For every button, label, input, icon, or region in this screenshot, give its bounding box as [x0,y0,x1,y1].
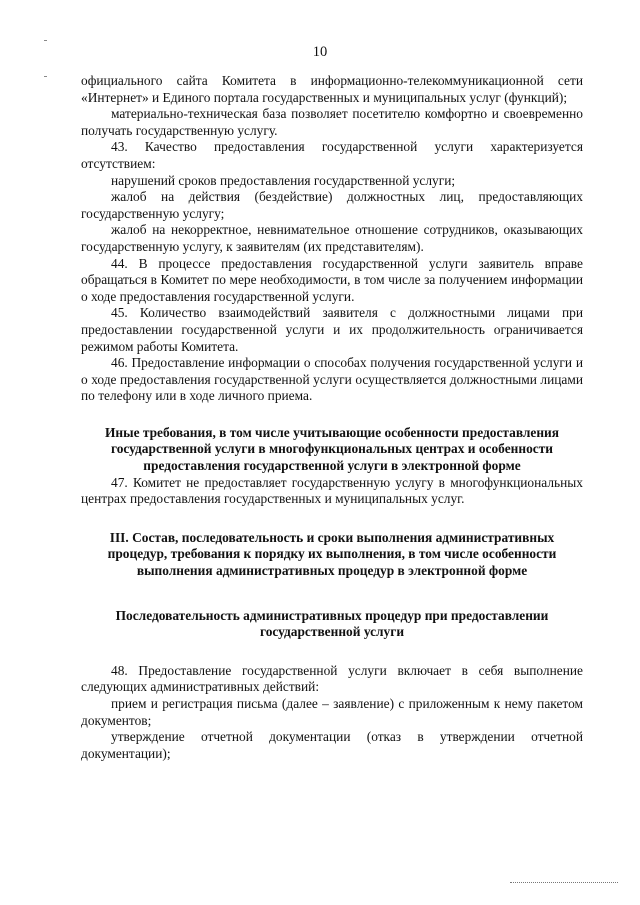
paragraph: 43. Качество предоставления государственной услуги характеризуется отсутствием: [81,139,583,171]
paragraph: нарушений сроков предоставления государственной услуги; [111,172,456,188]
subsection-heading: Последовательность административных процедур при предоставлении государственной услуги [115,607,549,640]
bottom-rule [510,882,618,883]
paragraph: 47. Комитет не предоставляет государственную услугу в многофункциональных центрах предоставления государственных и муниципальных услуг. [81,474,583,507]
paragraph: 45. Количество взаимодействий заявителя с должностными лицами при предоставлении государственной услуги и их продолжительность ограничивается режимом работы Комитета. [81,305,583,354]
spacer [81,405,583,425]
page-body [81,73,583,762]
paragraph: официального сайта Комитета в информационно-телекоммуникационной сети «Интернет» и Единого портала государственных и муниципальных услуг (функций); [81,73,583,105]
paragraph: жалоб на некорректное, невнимательное отношение сотрудников, оказывающих государственную услугу, к заявителям (их представителям). [81,222,583,254]
margin-mark [44,40,47,41]
chapter-heading: III. Состав, последовательность и сроки выполнения административных процедур, требования к порядку их выполнения, в том числе особенности выполнения административных процедур в электронной форме [107,529,557,579]
paragraph: 46. Предоставление информации о способах получения государственной услуги и о ходе предоставления государственной услуги осуществляется должностными лицами по телефону или в ходе личного приема. [81,355,583,404]
section-heading: Иные требования, в том числе учитывающие особенности предоставления государственной услуги в многофункциональных центрах и особенности предоставления государственной услуги в электронной форме [104,424,560,474]
paragraph: жалоб на действия (бездействие) должностных лиц, предоставляющих государственную услугу; [81,189,583,221]
paragraph: 48. Предоставление государственной услуги включает в себя выполнение следующих административных действий: [81,662,583,695]
margin-mark [44,76,47,77]
page-number: 10 [312,44,328,60]
paragraph: прием и регистрация письма (далее – заявление) с приложенным к нему пакетом документов; [81,696,583,728]
spacer [81,508,583,530]
paragraph: утверждение отчетной документации (отказ в утверждении отчетной документации); [81,729,583,761]
paragraph: материально-техническая база позволяет посетителю комфортно и своевременно получать государственную услугу. [81,106,583,138]
paragraph: 44. В процессе предоставления государственной услуги заявитель вправе обращаться в Комитет по мере необходимости, в том числе за получением информации о ходе предоставления государственной услуги. [81,255,583,304]
spacer [81,580,583,608]
spacer [81,641,583,663]
